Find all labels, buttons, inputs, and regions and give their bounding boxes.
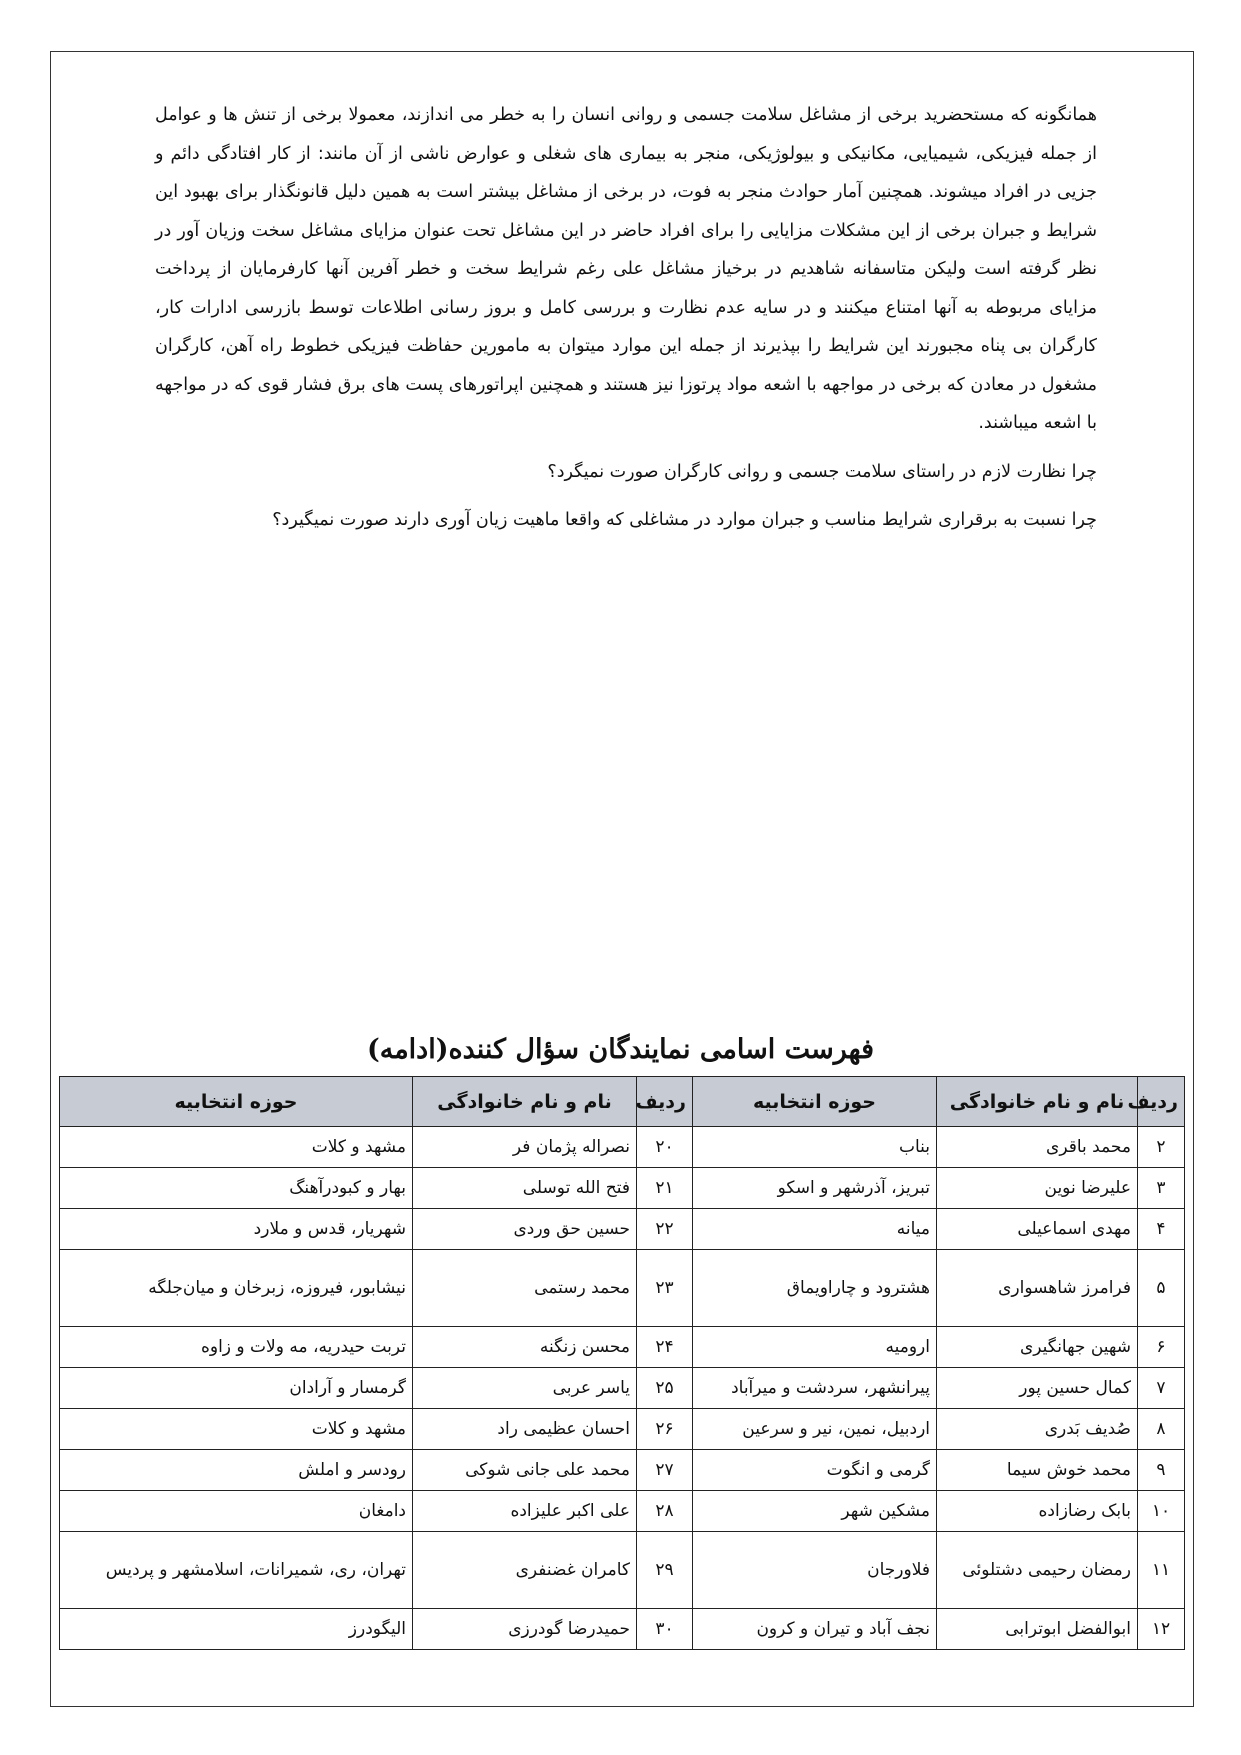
body-text <box>155 96 1097 540</box>
header-row-number: ردیف <box>1138 1077 1185 1127</box>
name-cell: علی اکبر علیزاده <box>413 1491 637 1532</box>
header-name: نام و نام خانوادگی <box>413 1077 637 1127</box>
header-district: حوزه انتخابیه <box>693 1077 937 1127</box>
row-number-cell: ۵ <box>1138 1250 1185 1327</box>
name-cell: فرامرز شاهسواری <box>937 1250 1138 1327</box>
district-cell: نیشابور، فیروزه، زبرخان و میان‌جلگه <box>60 1250 413 1327</box>
name-cell: مهدی اسماعیلی <box>937 1209 1138 1250</box>
row-number-cell: ۲۸ <box>637 1491 693 1532</box>
district-cell: ارومیه <box>693 1327 937 1368</box>
district-cell: اردبیل، نمین، نیر و سرعین <box>693 1409 937 1450</box>
district-cell: مشکین شهر <box>693 1491 937 1532</box>
district-cell: تهران، ری، شمیرانات، اسلامشهر و پردیس <box>60 1532 413 1609</box>
row-number-cell: ۲۶ <box>637 1409 693 1450</box>
name-cell: صُدیف بَدری <box>937 1409 1138 1450</box>
name-cell: شهین جهانگیری <box>937 1327 1138 1368</box>
table-row <box>60 1168 1185 1209</box>
row-number-cell: ۲۷ <box>637 1450 693 1491</box>
table-body <box>60 1127 1185 1650</box>
table-row <box>60 1609 1185 1650</box>
name-cell: محسن زنگنه <box>413 1327 637 1368</box>
row-number-cell: ۲۵ <box>637 1368 693 1409</box>
table-row <box>60 1209 1185 1250</box>
district-cell: نجف آباد و تیران و کرون <box>693 1609 937 1650</box>
district-cell: پیرانشهر، سردشت و میرآباد <box>693 1368 937 1409</box>
row-number-cell: ۱۲ <box>1138 1609 1185 1650</box>
row-number-cell: ۳۰ <box>637 1609 693 1650</box>
name-cell: کمال حسین پور <box>937 1368 1138 1409</box>
row-number-cell: ۷ <box>1138 1368 1185 1409</box>
question-1: چرا نظارت لازم در راستای سلامت جسمی و روانی کارگران صورت نمیگرد؟ <box>547 461 1097 482</box>
row-number-cell: ۹ <box>1138 1450 1185 1491</box>
name-cell: فتح الله توسلی <box>413 1168 637 1209</box>
district-cell: دامغان <box>60 1491 413 1532</box>
district-cell: گرمسار و آرادان <box>60 1368 413 1409</box>
row-number-cell: ۲۲ <box>637 1209 693 1250</box>
district-cell: رودسر و املش <box>60 1450 413 1491</box>
table-row <box>60 1327 1185 1368</box>
name-cell: حمیدرضا گودرزی <box>413 1609 637 1650</box>
row-number-cell: ۲۴ <box>637 1327 693 1368</box>
main-paragraph: همانگونه که مستحضرید برخی از مشاغل سلامت جسمی و روانی انسان را به خطر می اندازند، معمولا برخی از تنش ها و عوامل از جمله فیزیکی، شیمیایی، مکانیکی و بیولوژیکی، منجر به بیماری های شغلی و عوارض ناشی از آن مانند: از کار افتادگی دائم و جزیی در افراد میشوند. همچنین آمار حوادث منجر به فوت، در برخی از مشاغل بیشتر است به همین دلیل قانونگذار برای بهبود این شرایط و جبران برخی از این مشکلات مزایایی را برای افراد حاضر در این مشاغل تحت عنوان مزایای مشاغل سخت وزیان آور در نظر گرفته است ولیکن متاسفانه شاهدیم در برخیاز مشاغل علی رغم شرایط سخت و خطر آفرین آنها کارفرمایان از پرداخت مزایای مربوطه به آنها امتناع میکنند و در سایه عدم نظارت و بررسی کامل و بروز رسانی اطلاعات توسط بازرسی ادارات کار، کارگران بی پناه مجبورند این شرایط را بپذیرند از جمله این موارد میتوان به مامورین حفاظت فیزیکی خطوط راه آهن، کارگران مشغول در معادن که برخی در مواجهه با اشعه مواد پرتوزا نیز هستند و همچنین اپراتورهای پست های برق فشار قوی که در مواجهه با اشعه میباشند. <box>155 105 1097 433</box>
name-cell: رمضان رحیمی دشتلوئی <box>937 1532 1138 1609</box>
name-cell: محمد خوش سیما <box>937 1450 1138 1491</box>
name-cell: کامران غضنفری <box>413 1532 637 1609</box>
district-cell: الیگودرز <box>60 1609 413 1650</box>
representatives-table <box>59 1076 1185 1650</box>
table-row <box>60 1250 1185 1327</box>
district-cell: فلاورجان <box>693 1532 937 1609</box>
list-title: فهرست اسامی نمایندگان سؤال کننده(ادامه) <box>366 1034 875 1065</box>
name-cell: یاسر عربی <box>413 1368 637 1409</box>
table-row <box>60 1491 1185 1532</box>
name-cell: ابوالفضل ابوترابی <box>937 1609 1138 1650</box>
district-cell: مشهد و کلات <box>60 1127 413 1168</box>
name-cell: نصراله پژمان فر <box>413 1127 637 1168</box>
name-cell: علیرضا نوین <box>937 1168 1138 1209</box>
row-number-cell: ۸ <box>1138 1409 1185 1450</box>
name-cell: محمد باقری <box>937 1127 1138 1168</box>
question-2: چرا نسبت به برقراری شرایط مناسب و جبران موارد در مشاغلی که واقعا ماهیت زیان آوری دارند صورت نمیگیرد؟ <box>272 510 1097 530</box>
row-number-cell: ۴ <box>1138 1209 1185 1250</box>
district-cell: بناب <box>693 1127 937 1168</box>
header-district: حوزه انتخابیه <box>60 1077 413 1127</box>
name-cell: احسان عظیمی راد <box>413 1409 637 1450</box>
header-row-number: ردیف <box>637 1077 693 1127</box>
district-cell: تربت حیدریه، مه ولات و زاوه <box>60 1327 413 1368</box>
row-number-cell: ۲۱ <box>637 1168 693 1209</box>
row-number-cell: ۲۰ <box>637 1127 693 1168</box>
name-cell: محمد رستمی <box>413 1250 637 1327</box>
district-cell: هشترود و چاراویماق <box>693 1250 937 1327</box>
name-cell: بابک رضازاده <box>937 1491 1138 1532</box>
row-number-cell: ۲ <box>1138 1127 1185 1168</box>
district-cell: میانه <box>693 1209 937 1250</box>
district-cell: تبریز، آذرشهر و اسکو <box>693 1168 937 1209</box>
row-number-cell: ۱۱ <box>1138 1532 1185 1609</box>
row-number-cell: ۶ <box>1138 1327 1185 1368</box>
row-number-cell: ۲۳ <box>637 1250 693 1327</box>
row-number-cell: ۱۰ <box>1138 1491 1185 1532</box>
table-row <box>60 1127 1185 1168</box>
table-row <box>60 1409 1185 1450</box>
row-number-cell: ۲۹ <box>637 1532 693 1609</box>
district-cell: شهریار، قدس و ملارد <box>60 1209 413 1250</box>
table-header-row <box>60 1077 1185 1127</box>
district-cell: بهار و کبودرآهنگ <box>60 1168 413 1209</box>
district-cell: گرمی و انگوت <box>693 1450 937 1491</box>
row-number-cell: ۳ <box>1138 1168 1185 1209</box>
name-cell: محمد علی جانی شوکی <box>413 1450 637 1491</box>
table-row <box>60 1450 1185 1491</box>
table-row <box>60 1368 1185 1409</box>
header-name: نام و نام خانوادگی <box>937 1077 1138 1127</box>
table-row <box>60 1532 1185 1609</box>
name-cell: حسین حق وردی <box>413 1209 637 1250</box>
district-cell: مشهد و کلات <box>60 1409 413 1450</box>
